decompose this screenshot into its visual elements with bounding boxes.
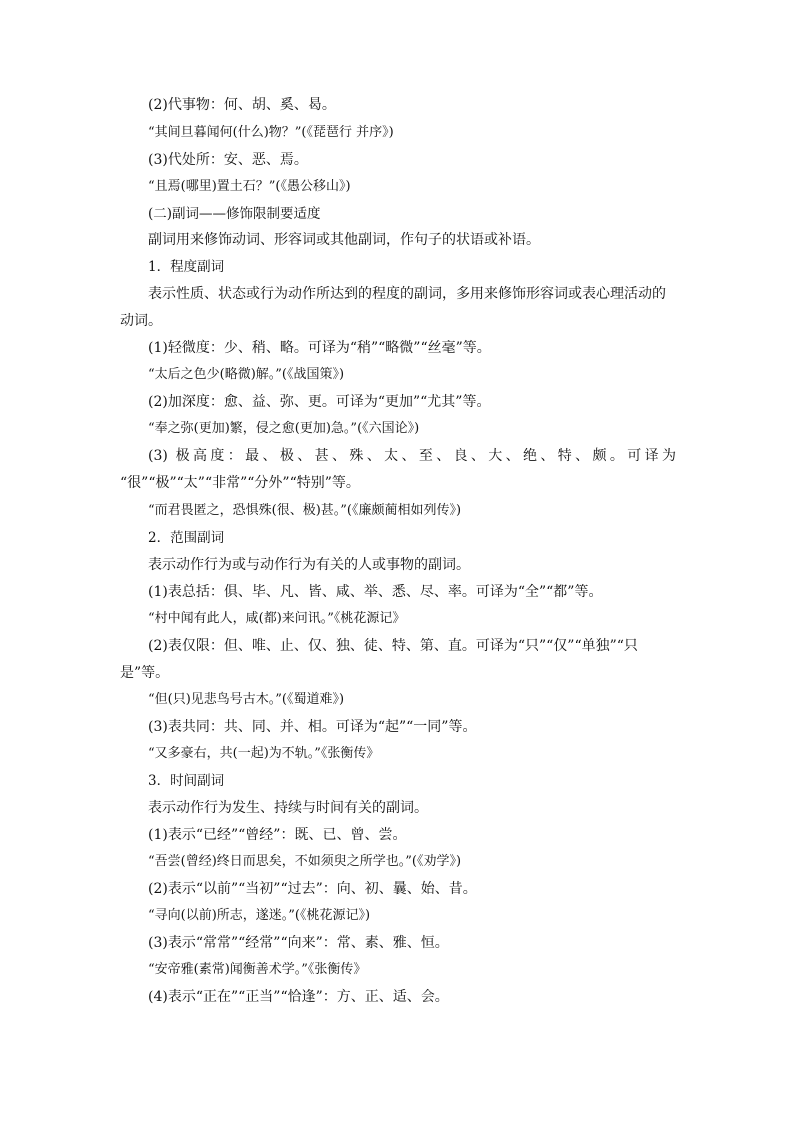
example-line: “但(只)见悲鸟号古木。”(《蜀道难》) xyxy=(148,692,345,707)
text-line: (3) 极高度：最、极、甚、殊、太、至、良、大、绝、特、颇。可译为 xyxy=(148,448,676,464)
text-line: (1)轻微度：少、稍、略。可译为“稍”“略微”“丝毫”等。 xyxy=(148,340,491,356)
text-line: (3)表共同：共、同、并、相。可译为“起”“一同”等。 xyxy=(148,719,477,735)
subsection-heading: 1．程度副词 xyxy=(148,259,225,275)
subsection-heading: 3．时间副词 xyxy=(148,773,225,789)
example-line: “吾尝(曾经)终日而思矣，不如须臾之所学也。”(《劝学》) xyxy=(148,854,462,869)
text-line: 表示性质、状态或行为动作所达到的程度的副词，多用来修饰形容词或表心理活动的 xyxy=(148,286,666,302)
text-line: “很”“极”“太”“非常”“分外”“特别”等。 xyxy=(120,475,360,491)
text-line: (3)表示“常常”“经常”“向来”：常、素、雅、恒。 xyxy=(148,935,449,951)
example-line: “且焉(哪里)置土石？”(《愚公移山》) xyxy=(148,179,351,194)
text-line: 表示动作行为或与动作行为有关的人或事物的副词。 xyxy=(148,557,470,573)
text-line: 副词用来修饰动词、形容词或其他副词，作句子的状语或补语。 xyxy=(148,232,540,248)
section-heading: (二)副词——修饰限制要适度 xyxy=(148,206,321,222)
text-line: 动词。 xyxy=(120,313,162,329)
text-line: (1)表总括：俱、毕、凡、皆、咸、举、悉、尽、率。可译为“全”“都”等。 xyxy=(148,584,603,600)
example-line: “村中闻有此人，咸(都)来问讯。”《桃花源记》 xyxy=(148,611,406,626)
text-line: (1)表示“已经”“曾经”：既、已、曾、尝。 xyxy=(148,827,407,843)
example-line: “安帝雅(素常)闻衡善术学。”《张衡传》 xyxy=(148,962,367,977)
text-line: (2)加深度：愈、益、弥、更。可译为“更加”“尤其”等。 xyxy=(148,394,491,410)
text-line: (3)代处所：安、恶、焉。 xyxy=(148,152,308,168)
text-line: 是”等。 xyxy=(120,665,170,681)
text-line: (2)代事物：何、胡、奚、曷。 xyxy=(148,97,336,113)
example-line: “奉之弥(更加)繁，侵之愈(更加)急。”(《六国论》) xyxy=(148,421,420,436)
example-line: “而君畏匿之，恐惧殊(很、极)甚。”(《廉颇蔺相如列传》) xyxy=(148,503,462,518)
text-line: (2)表仅限：但、唯、止、仅、独、徒、特、第、直。可译为“只”“仅”“单独”“只 xyxy=(148,638,638,654)
subsection-heading: 2．范围副词 xyxy=(148,530,225,546)
example-line: “太后之色少(略微)解。”(《战国策》) xyxy=(148,367,345,382)
example-line: “又多豪右，共(一起)为不轨。”《张衡传》 xyxy=(148,746,380,761)
text-line: (4)表示“正在”“正当”“恰逢”：方、正、适、会。 xyxy=(148,989,449,1005)
example-line: “寻向(以前)所志，遂迷。”(《桃花源记》) xyxy=(148,908,371,923)
text-line: 表示动作行为发生、持续与时间有关的副词。 xyxy=(148,800,428,816)
text-line: (2)表示“以前”“当初”“过去”：向、初、曩、始、昔。 xyxy=(148,881,477,897)
example-line: “其间旦暮闻何(什么)物？”(《琵琶行 并序》) xyxy=(148,125,394,140)
